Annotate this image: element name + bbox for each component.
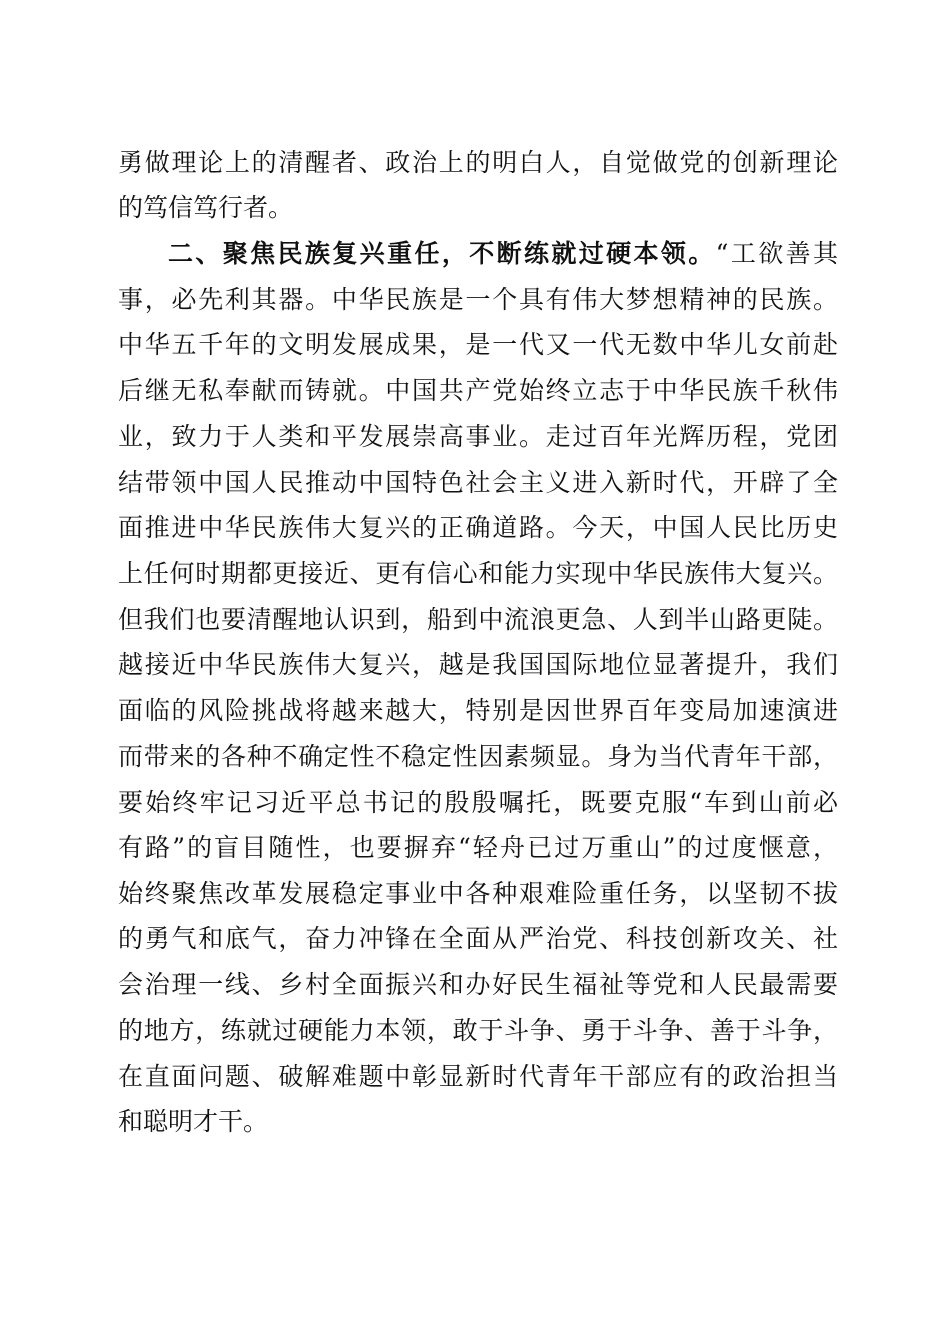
paragraph2-line: 要始终牢记习近平总书记的殷殷嘱托，既要克服“车到山前必 xyxy=(118,788,838,817)
paragraph2-line: 面推进中华民族伟大复兴的正确道路。今天，中国人民比历史 xyxy=(118,513,838,542)
section-heading: 二、聚焦民族复兴重任，不断练就过硬本领。 xyxy=(168,239,716,268)
paragraph2-first-line-rest: “工欲善其 xyxy=(715,239,838,268)
paragraph2-line: 事，必先利其器。中华民族是一个具有伟大梦想精神的民族。 xyxy=(118,285,838,314)
paragraph2-line: 但我们也要清醒地认识到，船到中流浪更急、人到半山路更陡。 xyxy=(118,605,838,634)
paragraph2-line: 有路”的盲目随性，也要摒弃“轻舟已过万重山”的过度惬意， xyxy=(118,833,838,862)
paragraph1-line-1: 勇做理论上的清醒者、政治上的明白人，自觉做党的创新理论 xyxy=(118,148,838,177)
paragraph1-line-2: 的笃信笃行者。 xyxy=(118,193,294,222)
paragraph2-line: 的勇气和底气，奋力冲锋在全面从严治党、科技创新攻关、社 xyxy=(118,924,838,953)
paragraph2-line: 在直面问题、破解难题中彰显新时代青年干部应有的政治担当 xyxy=(118,1062,838,1091)
paragraph2-line: 结带领中国人民推动中国特色社会主义进入新时代，开辟了全 xyxy=(118,468,838,497)
paragraph2-line: 越接近中华民族伟大复兴，越是我国国际地位显著提升，我们 xyxy=(118,650,838,679)
paragraph2-line: 和聪明才干。 xyxy=(118,1107,269,1136)
paragraph2-first-line xyxy=(168,237,838,271)
paragraph2-line: 面临的风险挑战将越来越大，特别是因世界百年变局加速演进 xyxy=(118,696,838,725)
paragraph2-line: 业，致力于人类和平发展崇高事业。走过百年光辉历程，党团 xyxy=(118,422,838,451)
paragraph2-line: 而带来的各种不确定性不稳定性因素频显。身为当代青年干部， xyxy=(118,742,838,771)
paragraph2-line: 中华五千年的文明发展成果，是一代又一代无数中华儿女前赴 xyxy=(118,330,838,359)
paragraph2-line: 始终聚焦改革发展稳定事业中各种艰难险重任务，以坚韧不拔 xyxy=(118,879,838,908)
paragraph2-line: 的地方，练就过硬能力本领，敢于斗争、勇于斗争、善于斗争， xyxy=(118,1016,838,1045)
paragraph2-line: 上任何时期都更接近、更有信心和能力实现中华民族伟大复兴。 xyxy=(118,559,838,588)
paragraph2-line: 后继无私奉献而铸就。中国共产党始终立志于中华民族千秋伟 xyxy=(118,376,838,405)
paragraph2-line: 会治理一线、乡村全面振兴和办好民生福祉等党和人民最需要 xyxy=(118,970,838,999)
